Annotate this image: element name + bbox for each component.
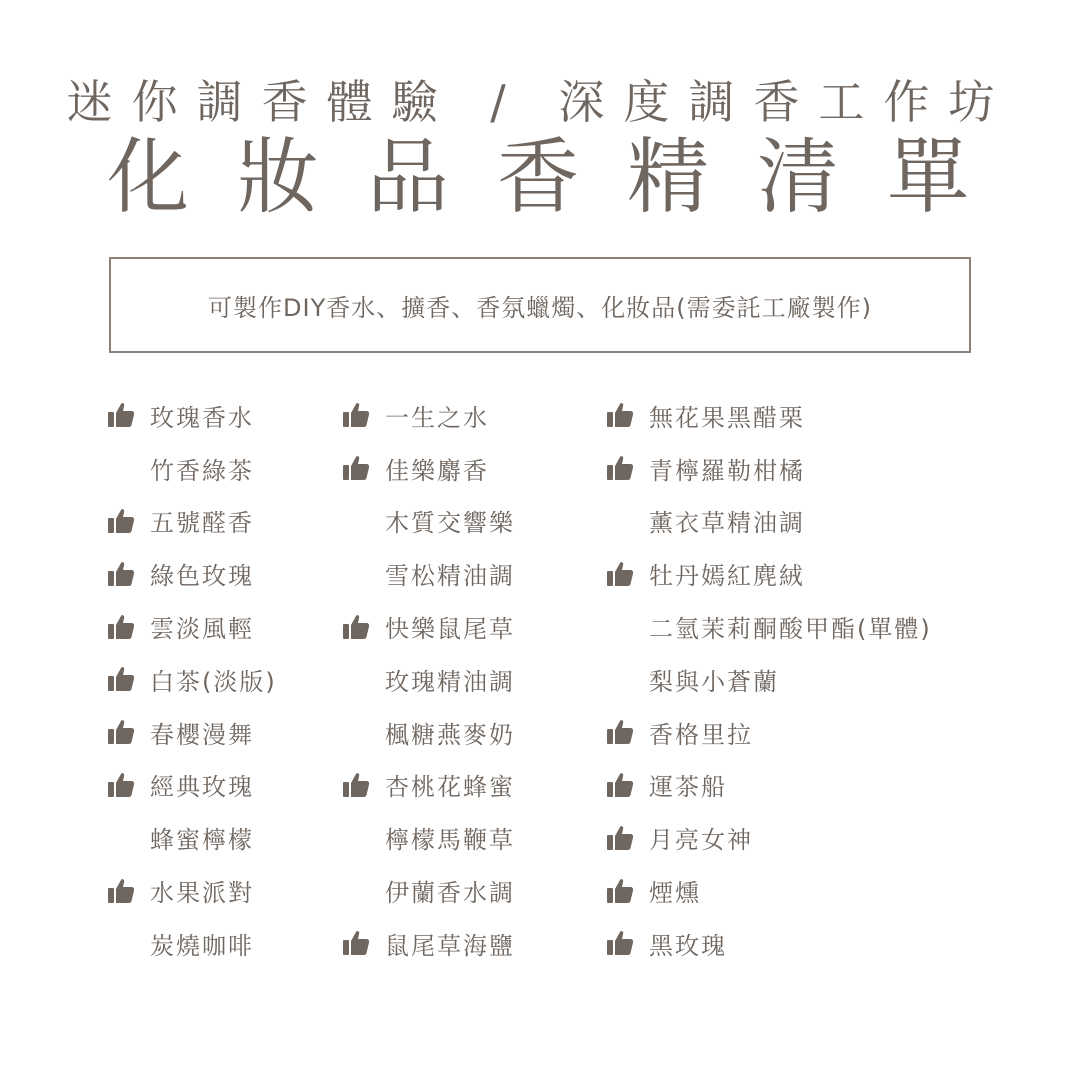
fragrance-label: 檸檬馬鞭草	[385, 826, 515, 855]
fragrance-label: 杏桃花蜂蜜	[385, 773, 515, 802]
page-title: 化妝品香精清單	[106, 130, 1017, 225]
fragrance-item	[341, 389, 515, 442]
fragrance-item	[106, 917, 277, 970]
fragrance-label: 月亮女神	[649, 826, 753, 855]
thumbs-up-icon	[605, 770, 635, 800]
fragrance-label: 薰衣草精油調	[649, 509, 805, 538]
fragrance-item	[106, 547, 277, 600]
fragrance-item	[341, 547, 515, 600]
fragrance-item	[605, 495, 932, 548]
fragrance-item	[605, 442, 932, 495]
fragrance-label: 玫瑰精油調	[385, 667, 515, 696]
fragrance-label: 楓糖燕麥奶	[385, 720, 515, 749]
fragrance-column-3	[605, 389, 932, 970]
fragrance-label: 黑玫瑰	[649, 931, 727, 960]
fragrance-label: 經典玫瑰	[150, 773, 254, 802]
thumbs-up-icon	[106, 559, 136, 589]
fragrance-label: 伊蘭香水調	[385, 879, 515, 908]
thumbs-up-icon	[605, 928, 635, 958]
fragrance-item	[341, 442, 515, 495]
fragrance-label: 白茶(淡版)	[150, 667, 277, 696]
fragrance-item	[605, 811, 932, 864]
fragrance-item	[605, 759, 932, 812]
thumbs-up-icon	[341, 400, 371, 430]
fragrance-item	[341, 811, 515, 864]
fragrance-item	[341, 917, 515, 970]
fragrance-label: 煙燻	[649, 879, 701, 908]
fragrance-label: 水果派對	[150, 879, 254, 908]
fragrance-item	[341, 600, 515, 653]
fragrance-item	[106, 389, 277, 442]
thumbs-up-icon	[341, 612, 371, 642]
thumbs-up-icon	[605, 453, 635, 483]
fragrance-item	[605, 917, 932, 970]
fragrance-item	[106, 442, 277, 495]
thumbs-up-icon	[106, 400, 136, 430]
fragrance-item	[605, 389, 932, 442]
fragrance-label: 二氫茉莉酮酸甲酯(單體)	[649, 615, 932, 644]
thumbs-up-icon	[106, 664, 136, 694]
fragrance-item	[106, 495, 277, 548]
fragrance-label: 綠色玫瑰	[150, 562, 254, 591]
fragrance-item	[341, 653, 515, 706]
fragrance-column-1	[106, 389, 277, 970]
fragrance-label: 一生之水	[385, 403, 489, 432]
fragrance-item	[341, 759, 515, 812]
thumbs-up-icon	[106, 717, 136, 747]
fragrance-label: 佳樂麝香	[385, 456, 489, 485]
fragrance-item	[106, 600, 277, 653]
fragrance-item	[106, 653, 277, 706]
fragrance-label: 運茶船	[649, 773, 727, 802]
usage-notice-text: 可製作DIY香水、擴香、香氛蠟燭、化妝品(需委託工廠製作)	[208, 293, 872, 322]
fragrance-label: 蜂蜜檸檬	[150, 826, 254, 855]
fragrance-label: 竹香綠茶	[150, 456, 254, 485]
fragrance-label: 青檸羅勒柑橘	[649, 456, 805, 485]
fragrance-item	[341, 495, 515, 548]
thumbs-up-icon	[341, 928, 371, 958]
fragrance-column-2	[341, 389, 515, 970]
thumbs-up-icon	[605, 876, 635, 906]
fragrance-label: 梨與小蒼蘭	[649, 667, 779, 696]
thumbs-up-icon	[605, 559, 635, 589]
fragrance-label: 雲淡風輕	[150, 615, 254, 644]
fragrance-label: 雪松精油調	[385, 562, 515, 591]
fragrance-label: 炭燒咖啡	[150, 931, 254, 960]
fragrance-item	[106, 759, 277, 812]
fragrance-label: 春櫻漫舞	[150, 720, 254, 749]
thumbs-up-icon	[341, 453, 371, 483]
thumbs-up-icon	[605, 400, 635, 430]
fragrance-item	[106, 811, 277, 864]
fragrance-label: 五號醛香	[150, 509, 254, 538]
thumbs-up-icon	[106, 506, 136, 536]
fragrance-item	[605, 864, 932, 917]
fragrance-label: 木質交響樂	[385, 509, 515, 538]
thumbs-up-icon	[106, 876, 136, 906]
fragrance-item	[106, 864, 277, 917]
fragrance-label: 牡丹嫣紅麂絨	[649, 562, 805, 591]
usage-notice-box	[109, 257, 971, 353]
thumbs-up-icon	[605, 823, 635, 853]
fragrance-item	[106, 706, 277, 759]
fragrance-label: 鼠尾草海鹽	[385, 931, 515, 960]
thumbs-up-icon	[605, 717, 635, 747]
fragrance-item	[605, 600, 932, 653]
fragrance-item	[605, 547, 932, 600]
fragrance-item	[605, 706, 932, 759]
fragrance-label: 香格里拉	[649, 720, 753, 749]
fragrance-item	[341, 864, 515, 917]
fragrance-label: 玫瑰香水	[150, 403, 254, 432]
thumbs-up-icon	[106, 612, 136, 642]
thumbs-up-icon	[106, 770, 136, 800]
thumbs-up-icon	[341, 770, 371, 800]
fragrance-item	[605, 653, 932, 706]
page-subtitle: 迷你調香體驗 / 深度調香工作坊	[66, 75, 1014, 129]
fragrance-item	[341, 706, 515, 759]
fragrance-label: 快樂鼠尾草	[385, 615, 515, 644]
fragrance-label: 無花果黑醋栗	[649, 403, 805, 432]
